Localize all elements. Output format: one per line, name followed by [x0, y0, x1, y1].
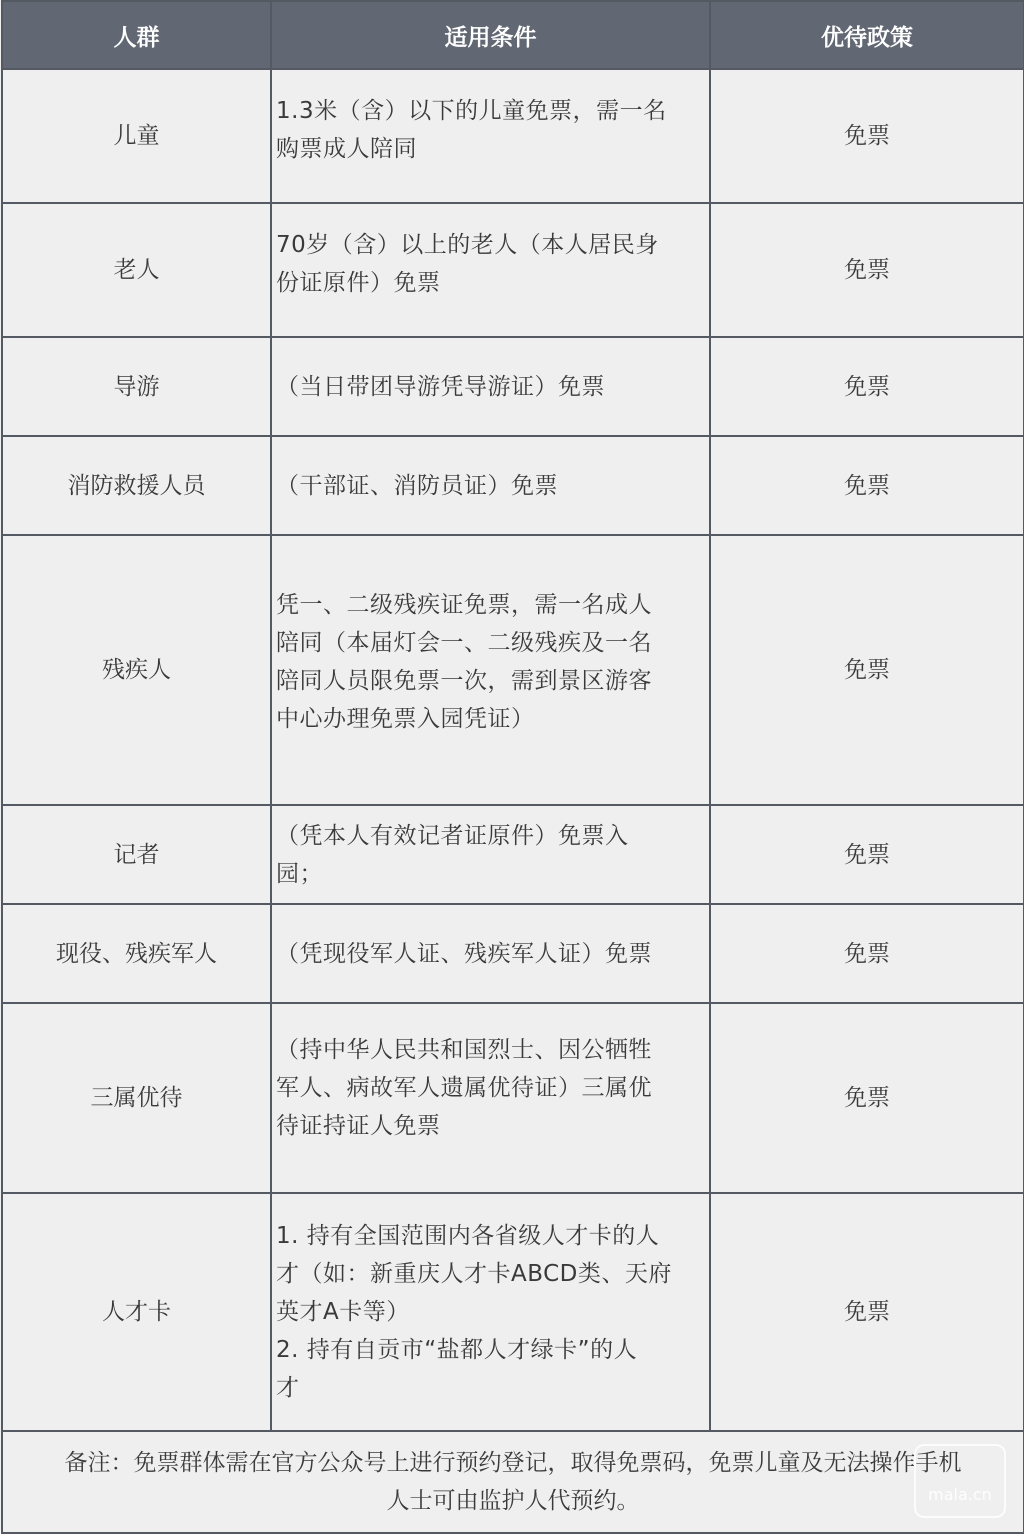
watermark-logo [914, 1444, 1006, 1518]
policy-cell: 免票 [710, 805, 1024, 904]
condition-line: 中心办理免票入园凭证） [276, 706, 535, 732]
policy-cell: 免票 [710, 535, 1024, 805]
table-header-row [2, 1, 1024, 69]
header-group: 人群 [2, 1, 271, 69]
group-cell: 导游 [2, 337, 271, 436]
condition-line: 1.3米（含）以下的儿童免票，需一名 [276, 98, 667, 124]
condition-cell [271, 203, 710, 337]
note-line: 备注：免票群体需在官方公众号上进行预约登记，取得免票码，免票儿童及无法操作手机 [64, 1450, 962, 1476]
table-row [2, 805, 1024, 904]
table-row [2, 535, 1024, 805]
table-row [2, 904, 1024, 1003]
policy-cell: 免票 [710, 904, 1024, 1003]
condition-line: 凭一、二级残疾证免票，需一名成人 [276, 592, 652, 618]
condition-line: （持中华人民共和国烈士、因公牺牲 [276, 1037, 652, 1063]
condition-cell [271, 805, 710, 904]
note-cell [2, 1431, 1024, 1533]
policy-cell: 免票 [710, 203, 1024, 337]
group-cell: 三属优待 [2, 1003, 271, 1193]
policy-cell: 免票 [710, 436, 1024, 535]
condition-cell [271, 1003, 710, 1193]
note-row [2, 1431, 1024, 1533]
policy-cell: 免票 [710, 1193, 1024, 1431]
condition-line: 园； [276, 860, 323, 887]
condition-line: 70岁（含）以上的老人（本人居民身 [276, 232, 659, 258]
table-row [2, 69, 1024, 203]
condition-line: 待证持证人免票 [276, 1113, 441, 1139]
condition-line: 英才A卡等） [276, 1299, 410, 1325]
condition-cell [271, 535, 710, 805]
table-row [2, 436, 1024, 535]
condition-line: 份证原件）免票 [276, 270, 441, 296]
condition-line: 军人、病故军人遗属优待证）三属优 [276, 1075, 652, 1101]
condition-line: （凭现役军人证、残疾军人证）免票 [276, 940, 652, 967]
condition-line: 才（如：新重庆人才卡ABCD类、天府 [276, 1261, 672, 1287]
policy-cell: 免票 [710, 1003, 1024, 1193]
condition-line: 才 [276, 1375, 300, 1401]
group-cell: 儿童 [2, 69, 271, 203]
condition-line: 陪同（本届灯会一、二级残疾及一名 [276, 630, 652, 656]
condition-line: 2. 持有自贡市“盐都人才绿卡”的人 [276, 1337, 638, 1363]
condition-line: （当日带团导游凭导游证）免票 [276, 373, 605, 400]
condition-line: 购票成人陪同 [276, 136, 417, 162]
condition-cell [271, 1193, 710, 1431]
header-condition: 适用条件 [271, 1, 710, 69]
condition-line: （凭本人有效记者证原件）免票入 [276, 822, 629, 849]
group-cell: 残疾人 [2, 535, 271, 805]
condition-line: 陪同人员限免票一次，需到景区游客 [276, 668, 652, 694]
table-row [2, 1193, 1024, 1431]
condition-cell [271, 69, 710, 203]
group-cell: 记者 [2, 805, 271, 904]
group-cell: 老人 [2, 203, 271, 337]
table-row [2, 1003, 1024, 1193]
condition-line: （干部证、消防员证）免票 [276, 472, 558, 499]
group-cell: 人才卡 [2, 1193, 271, 1431]
policy-cell: 免票 [710, 337, 1024, 436]
watermark-text: mala.cn [928, 1485, 992, 1504]
note-line: 人士可由监护人代预约。 [386, 1488, 640, 1514]
condition-cell [271, 904, 710, 1003]
header-policy: 优待政策 [710, 1, 1024, 69]
condition-cell [271, 436, 710, 535]
group-cell: 现役、残疾军人 [2, 904, 271, 1003]
group-cell: 消防救援人员 [2, 436, 271, 535]
free-ticket-policy-table [1, 0, 1024, 1534]
table-row [2, 203, 1024, 337]
policy-cell: 免票 [710, 69, 1024, 203]
table-row [2, 337, 1024, 436]
condition-cell [271, 337, 710, 436]
condition-line: 1. 持有全国范围内各省级人才卡的人 [276, 1223, 660, 1249]
